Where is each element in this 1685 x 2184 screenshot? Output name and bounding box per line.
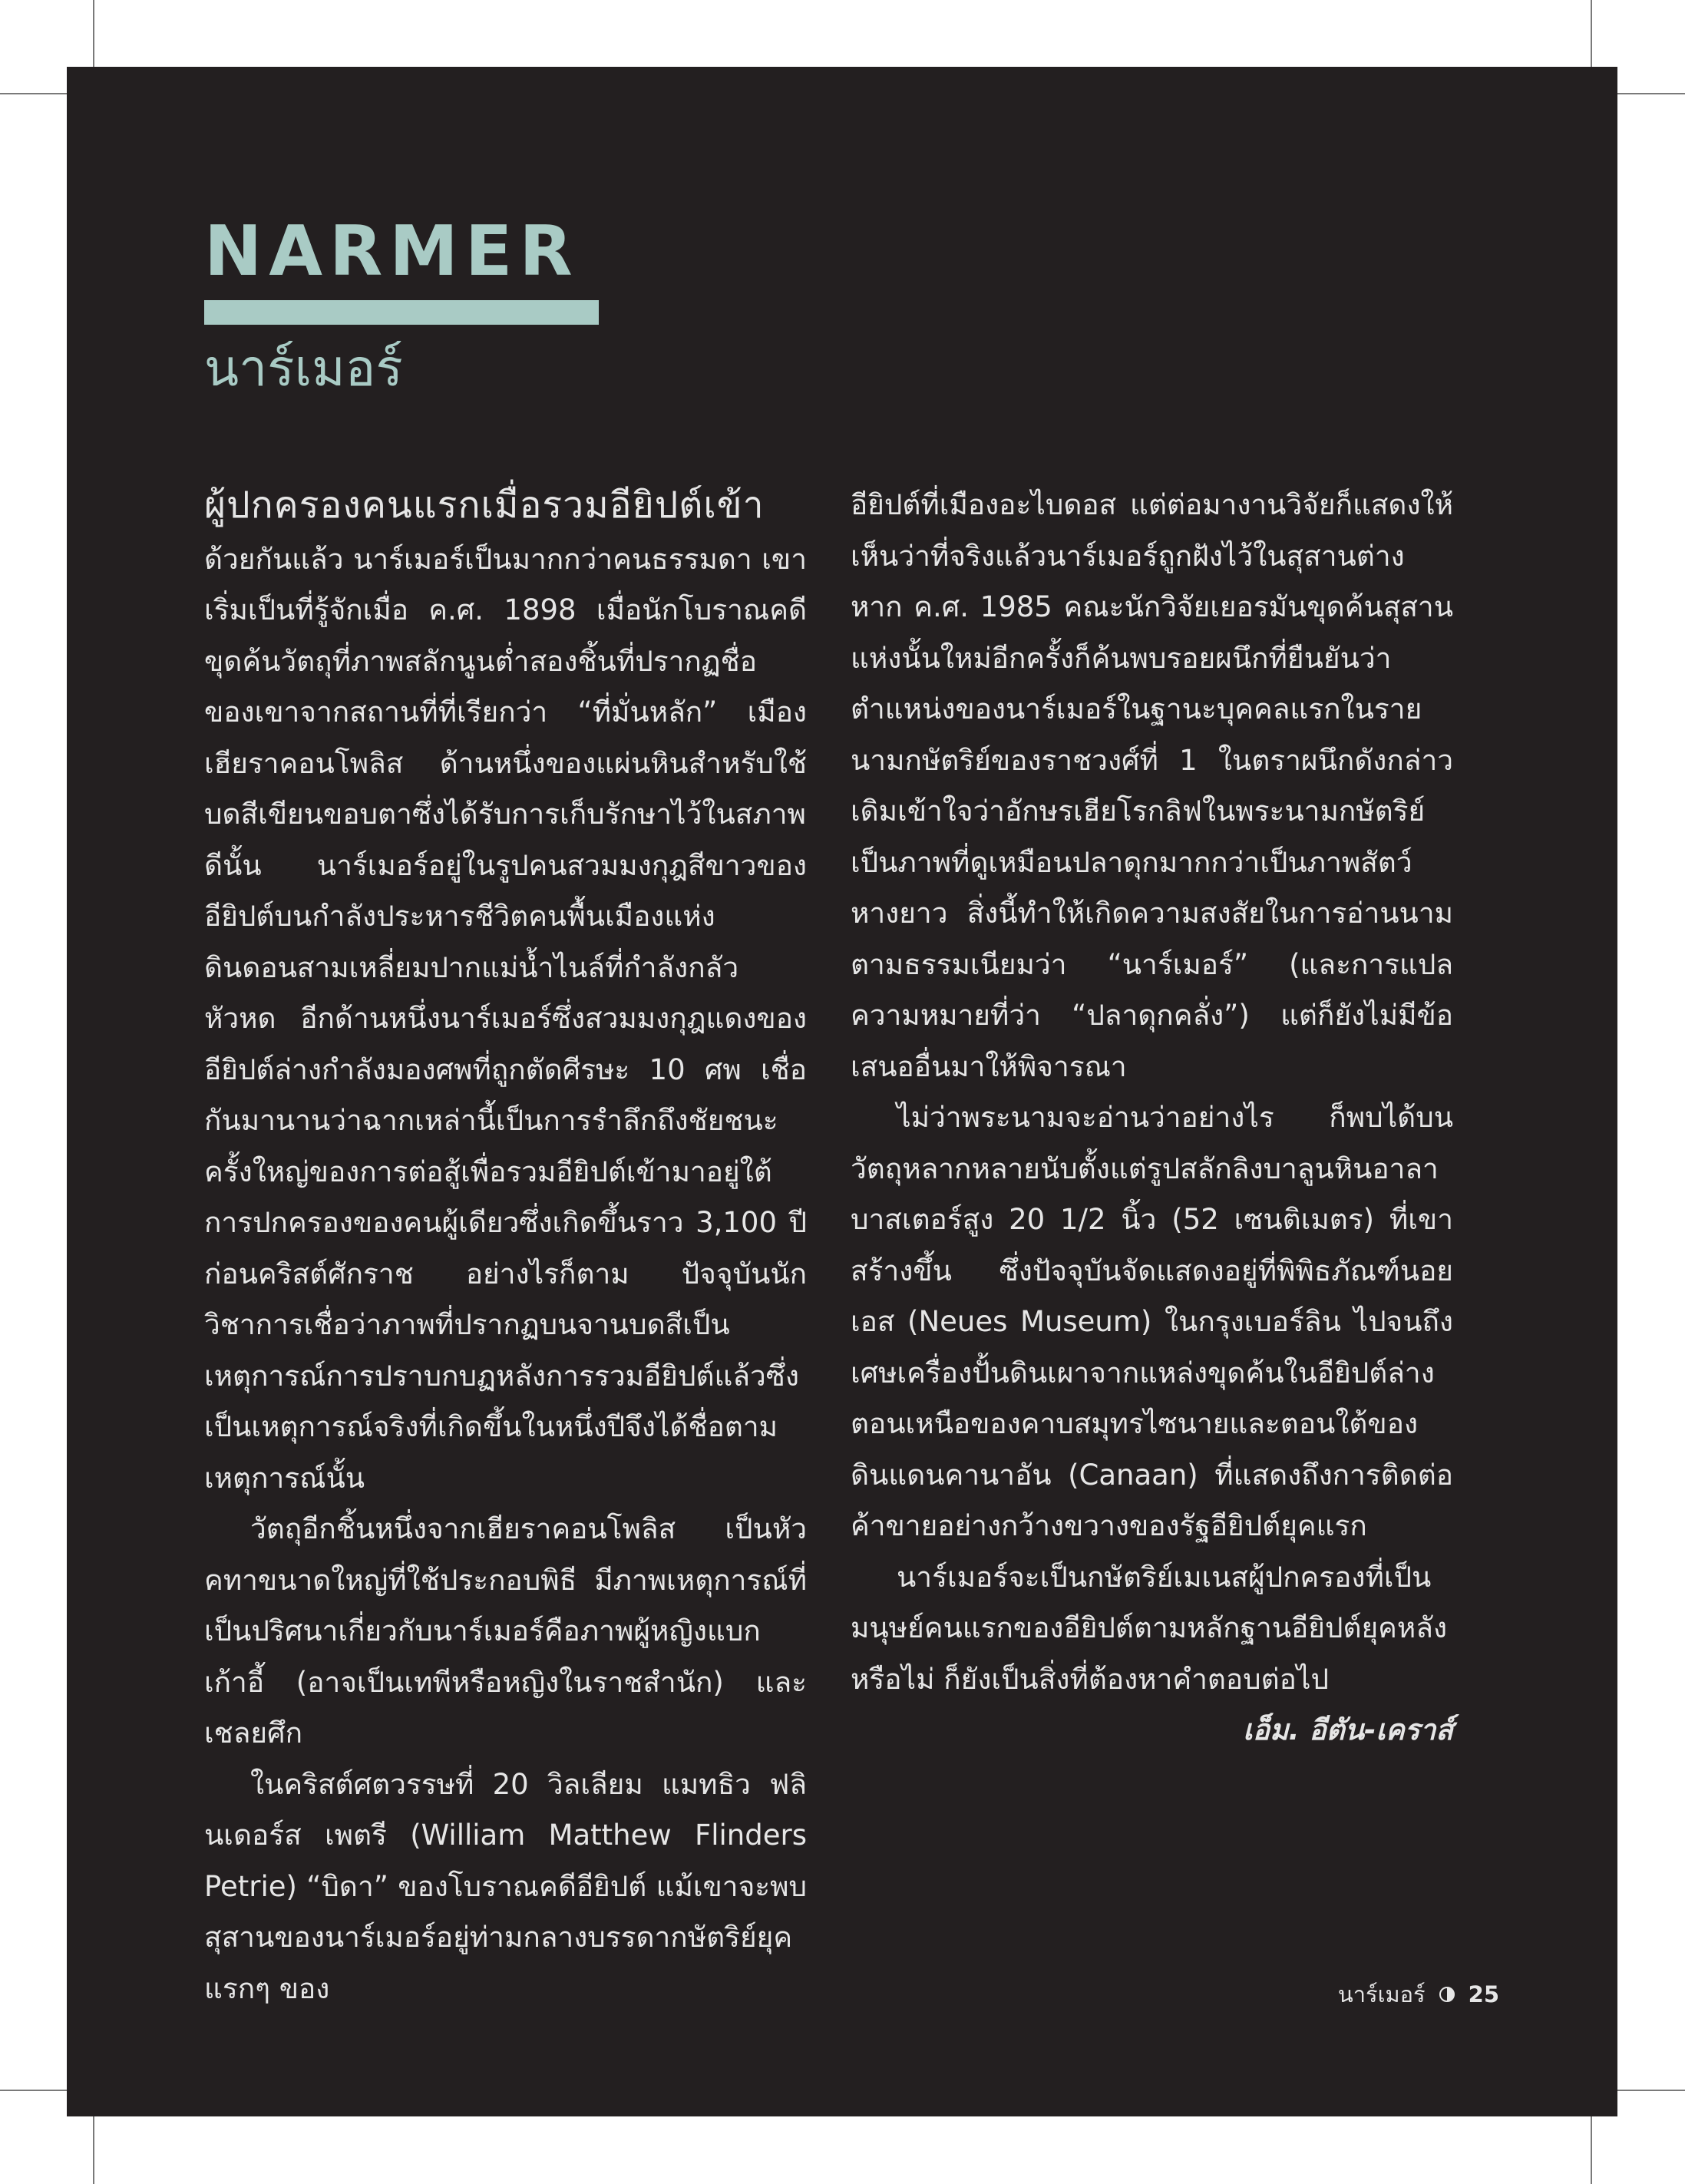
page-footer xyxy=(1338,1977,1499,2012)
article-column-right xyxy=(851,480,1453,1756)
footer-section-label: นาร์เมอร์ xyxy=(1337,1981,1426,2007)
title-underline-bar xyxy=(204,300,599,325)
article-paragraph: อียิปต์ที่เมืองอะไบดอส แต่ต่อมางานวิจัยก็แสดงให้เห็นว่าที่จริงแล้วนาร์เมอร์ถูกฝังไว้ในสุสานต่างหาก ค.ศ. 1985 คณะนักวิจัยเยอรมันขุดค้นสุสานแห่งนั้นใหม่อีกครั้งก็ค้นพบรอยผนึกที่ยืนยันว่าตำแหน่งของนาร์เมอร์ในฐานะบุคคลแรกในรายนามกษัตริย์ของราชวงศ์ที่ 1 ในตราผนึกดังกล่าว เดิมเข้าใจว่าอักษรเฮียโรกลิฟในพระนามกษัตริย์เป็นภาพที่ดูเหมือนปลาดุกมากกว่าเป็นภาพสัตว์หางยาว สิ่งนี้ทำให้เกิดความสงสัยในการอ่านนามตามธรรมเนียมว่า “นาร์เมอร์” (และการแปลความหมายที่ว่า “ปลาดุกคลั่ง”) แต่ก็ยังไม่มีข้อเสนออื่นมาให้พิจารณา xyxy=(851,488,1453,1083)
lead-text: ผู้ปกครองคนแรกเมื่อรวมอียิปต์เข้า xyxy=(204,484,765,527)
crop-mark xyxy=(93,2111,94,2184)
crop-mark xyxy=(1612,93,1685,94)
article-paragraph: วัตถุอีกชิ้นหนึ่งจากเฮียราคอนโพลิส เป็นหัวคทาขนาดใหญ่ที่ใช้ประกอบพิธี มีภาพเหตุการณ์ที่เป็นปริศนาเกี่ยวกับนาร์เมอร์คือภาพผู้หญิงแบกเก้าอี้ (อาจเป็นเทพีหรือหญิงในราชสำนัก) และเชลยศึก xyxy=(204,1512,807,1750)
crop-mark xyxy=(93,0,94,73)
article-column-left xyxy=(204,480,807,2014)
page-number: 25 xyxy=(1468,1981,1499,2007)
article-paragraph xyxy=(204,480,807,1504)
article-paragraph: นาร์เมอร์จะเป็นกษัตริย์เมเนสผู้ปกครองที่เป็นมนุษย์คนแรกของอียิปต์ตามหลักฐานอียิปต์ยุคหลังหรือไม่ ก็ยังเป็นสิ่งที่ต้องหาคำตอบต่อไป xyxy=(851,1560,1448,1696)
crop-mark xyxy=(1591,2111,1592,2184)
crop-mark xyxy=(1612,2090,1685,2091)
paragraph-text: ด้วยกันแล้ว นาร์เมอร์เป็นมากกว่าคนธรรมดา เขาเริ่มเป็นที่รู้จักเมื่อ ค.ศ. 1898 เมื่อนักโบราณคดีขุดค้นวัตถุที่ภาพสลักนูนต่ำสองชิ้นที่ปรากฏชื่อของเขาจากสถานที่ที่เรียกว่า “ที่มั่นหลัก” เมืองเฮียราคอนโพลิส ด้านหนึ่งของแผ่นหินสำหรับใช้บดสีเขียนขอบตาซึ่งได้รับการเก็บรักษาไว้ในสภาพดีนั้น นาร์เมอร์อยู่ในรูปคนสวมมงกุฎสีขาวของอียิปต์บนกำลังประหารชีวิตคนพื้นเมืองแห่งดินดอนสามเหลี่ยมปากแม่น้ำไนล์ที่กำลังกลัวหัวหด อีกด้านหนึ่งนาร์เมอร์ซึ่งสวมมงกุฎแดงของอียิปต์ล่างกำลังมองศพที่ถูกตัดศีรษะ 10 ศพ เชื่อกันมานานว่าฉากเหล่านี้เป็นการรำลึกถึงชัยชนะครั้งใหญ่ของการต่อสู้เพื่อรวมอียิปต์เข้ามาอยู่ใต้การปกครองของคนผู้เดียวซึ่งเกิดขึ้นราว 3,100 ปีก่อนคริสต์ศักราช อย่างไรก็ตาม ปัจจุบันนักวิชาการเชื่อว่าภาพที่ปรากฏบนจานบดสีเป็นเหตุการณ์การปราบกบฏหลังการรวมอียิปต์แล้วซึ่งเป็นเหตุการณ์จริงที่เกิดขึ้นในหนึ่งปีจึงได้ชื่อตามเหตุการณ์นั้น xyxy=(204,542,807,1495)
crop-mark xyxy=(0,2090,73,2091)
article-paragraph: ในคริสต์ศตวรรษที่ 20 วิลเลียม แมทธิว ฟลินเดอร์ส เพตรี (William Matthew Flinders Petrie) “บิดา” ของโบราณคดีอียิปต์ แม้เขาจะพบสุสานของนาร์เมอร์อยู่ท่ามกลางบรรดากษัตริย์ยุคแรกๆ ของ xyxy=(204,1767,807,2005)
half-circle-icon xyxy=(1439,1987,1455,2002)
crop-mark xyxy=(1591,0,1592,73)
page-title: NARMER xyxy=(204,211,580,292)
article-paragraph: ไม่ว่าพระนามจะอ่านว่าอย่างไร ก็พบได้บนวัตถุหลากหลายนับตั้งแต่รูปสลักลิงบาลูนหินอาลาบาสเตอร์สูง 20 1/2 นิ้ว (52 เซนติเมตร) ที่เขาสร้างขึ้น ซึ่งปัจจุบันจัดแสดงอยู่ที่พิพิธภัณฑ์นอยเอส (Neues Museum) ในกรุงเบอร์ลิน ไปจนถึงเศษเครื่องปั้นดินเผาจากแหล่งขุดค้นในอียิปต์ล่าง ตอนเหนือของคาบสมุทรไซนายและตอนใต้ของดินแดนคานาอัน (Canaan) ที่แสดงถึงการติดต่อค้าขายอย่างกว้างขวางของรัฐอียิปต์ยุคแรก xyxy=(851,1101,1453,1542)
crop-mark xyxy=(0,93,73,94)
page-subtitle: นาร์เมอร์ xyxy=(204,339,403,398)
author-byline: เอ็ม. อีตัน-เคราส์ xyxy=(1243,1713,1453,1746)
